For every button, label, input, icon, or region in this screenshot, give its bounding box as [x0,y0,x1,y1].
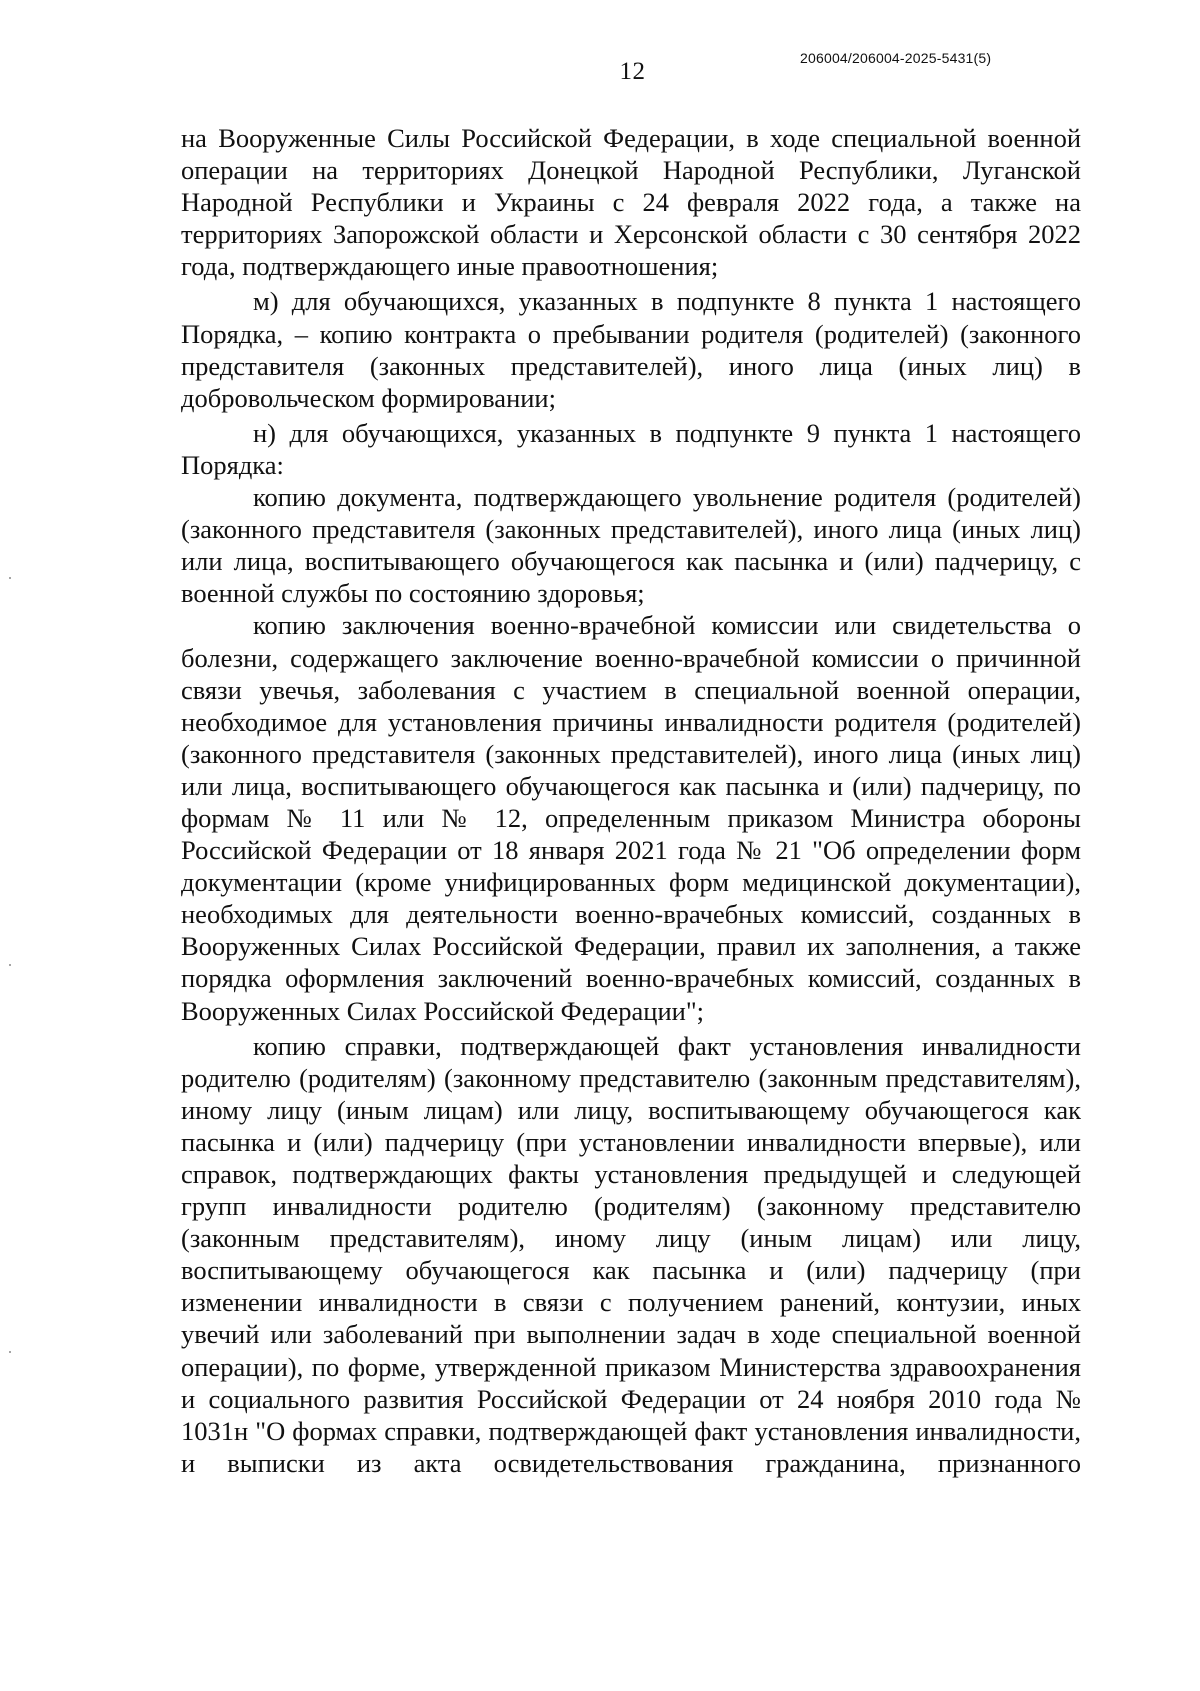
page-number: 12 [619,58,646,85]
paragraph: копию документа, подтверждающего увольнение родителя (родителей) (законного представителя (законных представителей), иного лица (иных лиц) или лица, воспитывающего обучающегося как пасынка и (или) падчерицу, с военной службы по состоянию здоровья; [181,482,1081,609]
scan-speck [9,577,11,579]
paragraph: копию справки, подтверждающей факт установления инвалидности родителю (родителям) (законному представителю (законным представителям), иному лицу (иным лицам) или лицу, воспитывающему обучающегося как пасынка и (или) падчерицу (при установлении инвалидности впервые), или справок, подтверждающих факты установления предыдущей и следующей групп инвалидности родителю (родителям) (законному представителю (законным представителям), иному лицу (иным лицам) или лицу, воспитывающему обучающегося как пасынка и (или) падчерицу (при изменении инвалидности в связи с получением ранений, контузии, иных увечий или заболеваний при выполнении задач в ходе специальной военной операции), по форме, утвержденной приказом Министерства здравоохранения и социального развития Российской Федерации от 24 ноября 2010 года № 1031н "О формах справки, подтверждающей факт установления инвалидности, и выписки из акта освидетельствования гражданина, признанного [181,1030,1081,1478]
paragraph: копию заключения военно-врачебной комиссии или свидетельства о болезни, содержащего заключение военно-врачебной комиссии о причинной связи увечья, заболевания с участием в специальной военной операции, необходимое для установления причины инвалидности родителя (родителей) (законного представителя (законных представителей), иного лица (иных лиц) или лица, воспитывающего обучающегося как пасынка и (или) падчерицу, по формам № 11 или № 12, определенным приказом Министра обороны Российской Федерации от 18 января 2021 года № 21 "Об определении форм документации (кроме унифицированных форм медицинской документации), необходимых для деятельности военно-врачебных комиссий, созданных в Вооруженных Силах Российской Федерации, правил их заполнения, а также порядка оформления заключений военно-врачебных комиссий, созданных в Вооруженных Силах Российской Федерации"; [181,610,1081,1026]
paragraph: м) для обучающихся, указанных в подпункте 8 пункта 1 настоящего Порядка, – копию контракта о пребывании родителя (родителей) (законного представителя (законных представителей), иного лица (иных лиц) в добровольческом формировании; [181,286,1081,413]
document-id: 206004/206004-2025-5431(5) [800,50,992,66]
paragraph: н) для обучающихся, указанных в подпункте 9 пункта 1 настоящего Порядка: [181,417,1081,480]
paragraph: на Вооруженные Силы Российской Федерации, в ходе специальной военной операции на территориях Донецкой Народной Республики, Луганской Народной Республики и Украины с 24 февраля 2022 года, а также на территориях Запорожской области и Херсонской области с 30 сентября 2022 года, подтверждающего иные правоотношения; [181,123,1081,282]
scan-speck [9,964,11,966]
document-body [181,122,1081,1479]
scan-speck [9,1351,11,1353]
